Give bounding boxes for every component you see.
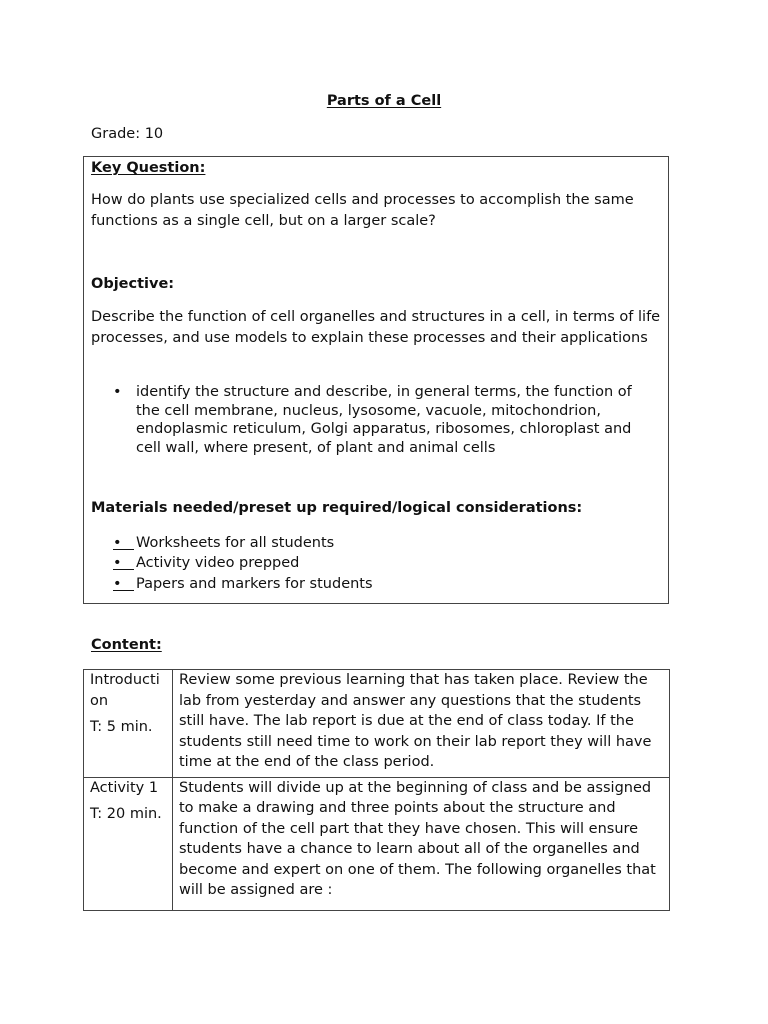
materials-heading: Materials needed/preset up required/logical considerations: <box>91 500 583 516</box>
row-description: Students will divide up at the beginning of class and be assigned to make a drawing and three points about the structure and function of the cell part that they have chosen. This will ensure students have a chance to learn about all of the organelles and become and expert on one of them. The following organelles that will be assigned are : <box>173 777 670 910</box>
row-time: T: 5 min. <box>90 719 153 735</box>
materials-item: • Worksheets for all students <box>113 533 373 553</box>
objective-text: Describe the function of cell organelles and structures in a cell, in terms of life processes, and use models to explain these processes and their applications <box>91 309 661 346</box>
materials-list <box>113 533 373 594</box>
materials-item: • Activity video prepped <box>113 553 373 573</box>
row-label-cell <box>84 670 173 778</box>
key-question-text: How do plants use specialized cells and processes to accomplish the same functions as a single cell, but on a larger scale? <box>91 192 634 229</box>
content-table <box>83 669 670 911</box>
grade-label: Grade: 10 <box>91 126 164 142</box>
table-row <box>84 670 670 778</box>
objective-heading: Objective: <box>91 276 175 292</box>
content-heading: Content: <box>91 637 162 653</box>
key-question-heading: Key Question: <box>91 160 206 176</box>
row-description: Review some previous learning that has taken place. Review the lab from yesterday and answer any questions that the students still have. The lab report is due at the end of class today. If the students still need time to work on their lab report they will have time at the end of the class period. <box>173 670 670 778</box>
lesson-overview-box <box>83 156 669 604</box>
row-label-cell <box>84 777 173 910</box>
materials-item: • Papers and markers for students <box>113 574 373 594</box>
objective-bullet: • identify the structure and describe, in general terms, the function of the cell membrane, nucleus, lysosome, vacuole, mitochondrion, endoplasmic reticulum, Golgi apparatus, ribosomes, chloroplast and cell wall, where present, of plant and animal cells <box>113 383 658 457</box>
table-row <box>84 777 670 910</box>
row-time: T: 20 min. <box>90 806 162 822</box>
row-label: Activity 1 <box>90 779 159 796</box>
row-label: Introduction <box>90 672 160 709</box>
objective-bullets <box>113 383 658 457</box>
document-title: Parts of a Cell <box>326 93 442 109</box>
